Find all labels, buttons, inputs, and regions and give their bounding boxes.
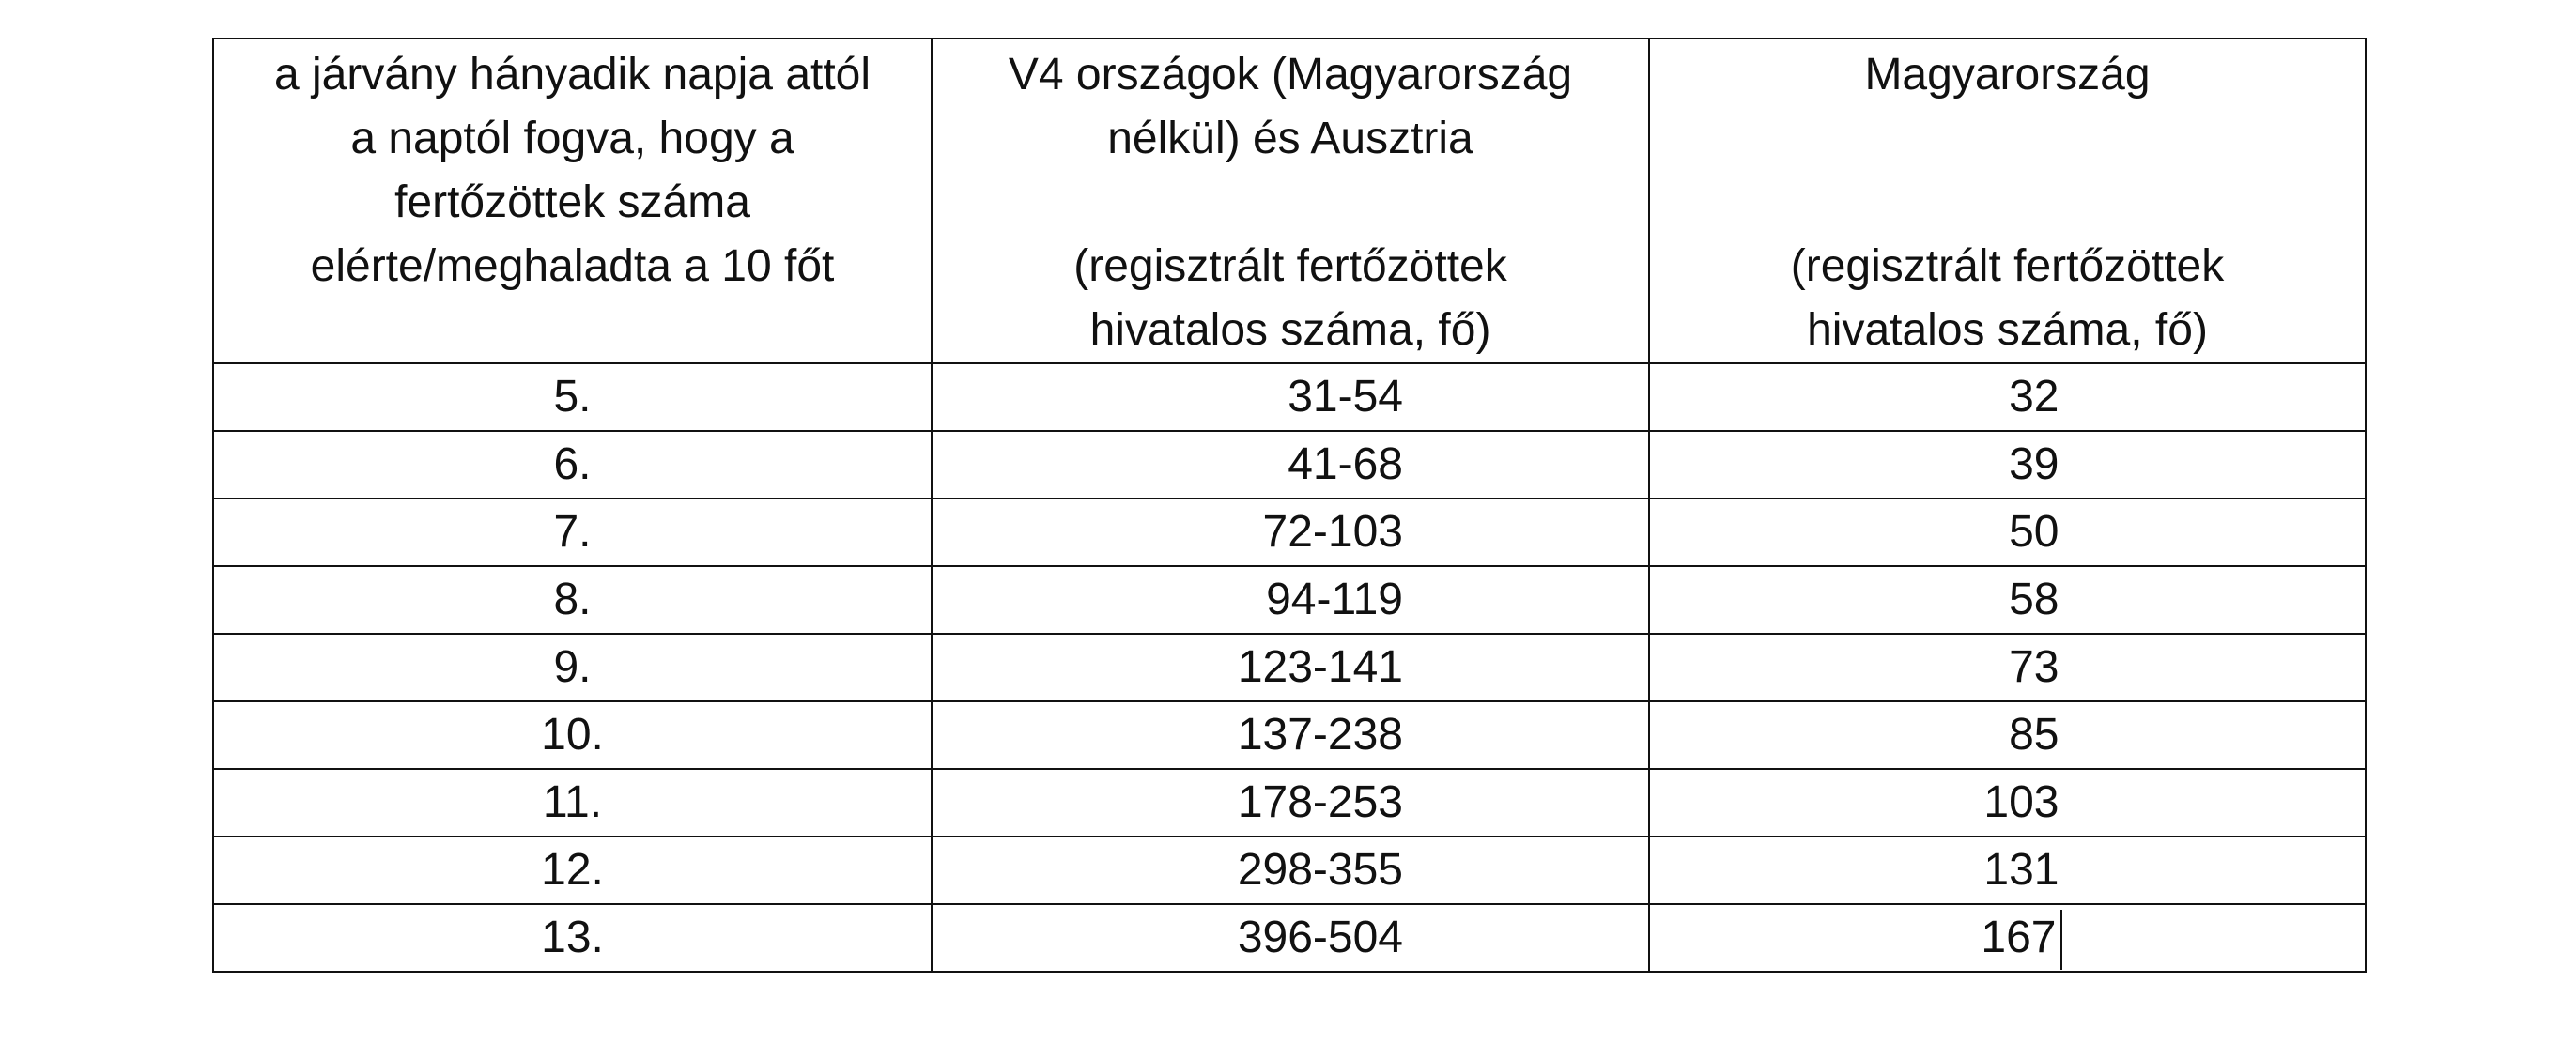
cell-v4-range-value: 31-54 (1288, 372, 1403, 422)
cell-hungary-count-value: 58 (2009, 575, 2059, 624)
cell-day[interactable]: 12. (213, 837, 932, 904)
cell-v4-range[interactable] (932, 837, 1649, 904)
table-header (213, 38, 2366, 363)
cell-hungary-count[interactable] (1649, 904, 2366, 972)
header-hungary-subtitle: (regisztrált fertőzöttek hivatalos száma, fő) (1790, 241, 2225, 355)
cell-day[interactable]: 11. (213, 769, 932, 837)
cell-hungary-count-value: 39 (2009, 439, 2059, 489)
header-hungary-title: Magyarország (1864, 50, 2151, 100)
table-row (213, 701, 2366, 769)
cell-hungary-count[interactable] (1649, 499, 2366, 566)
cell-v4-range[interactable] (932, 431, 1649, 499)
cell-v4-range[interactable] (932, 363, 1649, 431)
header-hungary-column[interactable] (1649, 38, 2366, 363)
cell-v4-range-value: 123-141 (1237, 642, 1403, 692)
cell-v4-range[interactable] (932, 634, 1649, 701)
header-v4-subtitle: (regisztrált fertőzöttek hivatalos száma, fő) (1073, 241, 1507, 355)
cell-v4-range[interactable] (932, 566, 1649, 634)
cell-hungary-count-value: 167 (1981, 913, 2057, 962)
cell-hungary-count[interactable] (1649, 837, 2366, 904)
cell-v4-range-value: 137-238 (1237, 710, 1403, 760)
text-cursor (2060, 910, 2062, 970)
table-row (213, 634, 2366, 701)
cell-v4-range-value: 178-253 (1237, 777, 1403, 827)
document-table-container (212, 38, 2365, 973)
cell-hungary-count[interactable] (1649, 634, 2366, 701)
cell-v4-range[interactable] (932, 499, 1649, 566)
table-row (213, 566, 2366, 634)
header-v4-spacer (933, 171, 1648, 235)
cell-hungary-count-value: 50 (2009, 507, 2059, 557)
cell-day[interactable]: 7. (213, 499, 932, 566)
cell-hungary-count-value: 32 (2009, 372, 2059, 422)
header-row (213, 38, 2366, 363)
header-day-text: a járvány hányadik napja attól a naptól fogva, hogy a fertőzöttek száma elérte/meghaladta a 10 főt (273, 50, 872, 291)
cell-v4-range-value: 72-103 (1262, 507, 1403, 557)
cell-hungary-count[interactable] (1649, 566, 2366, 634)
cell-hungary-count-value: 131 (1983, 845, 2059, 895)
table-body (213, 363, 2366, 972)
cell-v4-range[interactable] (932, 701, 1649, 769)
cell-hungary-count-value: 73 (2009, 642, 2059, 692)
table-row (213, 904, 2366, 972)
cell-day[interactable]: 9. (213, 634, 932, 701)
cell-day[interactable]: 13. (213, 904, 932, 972)
cell-day[interactable]: 5. (213, 363, 932, 431)
cell-hungary-count[interactable] (1649, 363, 2366, 431)
cell-hungary-count[interactable] (1649, 431, 2366, 499)
cell-v4-range[interactable] (932, 904, 1649, 972)
cell-day[interactable]: 8. (213, 566, 932, 634)
cell-v4-range-value: 41-68 (1288, 439, 1403, 489)
table-row (213, 431, 2366, 499)
cell-v4-range-value: 94-119 (1266, 575, 1403, 624)
cell-hungary-count[interactable] (1649, 701, 2366, 769)
table-row (213, 837, 2366, 904)
cell-hungary-count-value: 103 (1983, 777, 2059, 827)
table-row (213, 769, 2366, 837)
cell-hungary-count[interactable] (1649, 769, 2366, 837)
header-v4-column[interactable] (932, 38, 1649, 363)
header-v4-title: V4 országok (Magyarország nélkül) és Ausztria (1008, 50, 1573, 163)
infection-comparison-table (212, 38, 2367, 973)
cell-day[interactable]: 6. (213, 431, 932, 499)
table-row (213, 499, 2366, 566)
cell-hungary-count-value: 85 (2009, 710, 2059, 760)
cell-v4-range-value: 396-504 (1237, 913, 1403, 962)
header-hungary-spacer-2 (1650, 171, 2365, 235)
header-day-column[interactable] (213, 38, 932, 363)
cell-v4-range-value: 298-355 (1237, 845, 1403, 895)
cell-day[interactable]: 10. (213, 701, 932, 769)
cell-v4-range[interactable] (932, 769, 1649, 837)
header-hungary-spacer-1 (1650, 107, 2365, 171)
table-row (213, 363, 2366, 431)
